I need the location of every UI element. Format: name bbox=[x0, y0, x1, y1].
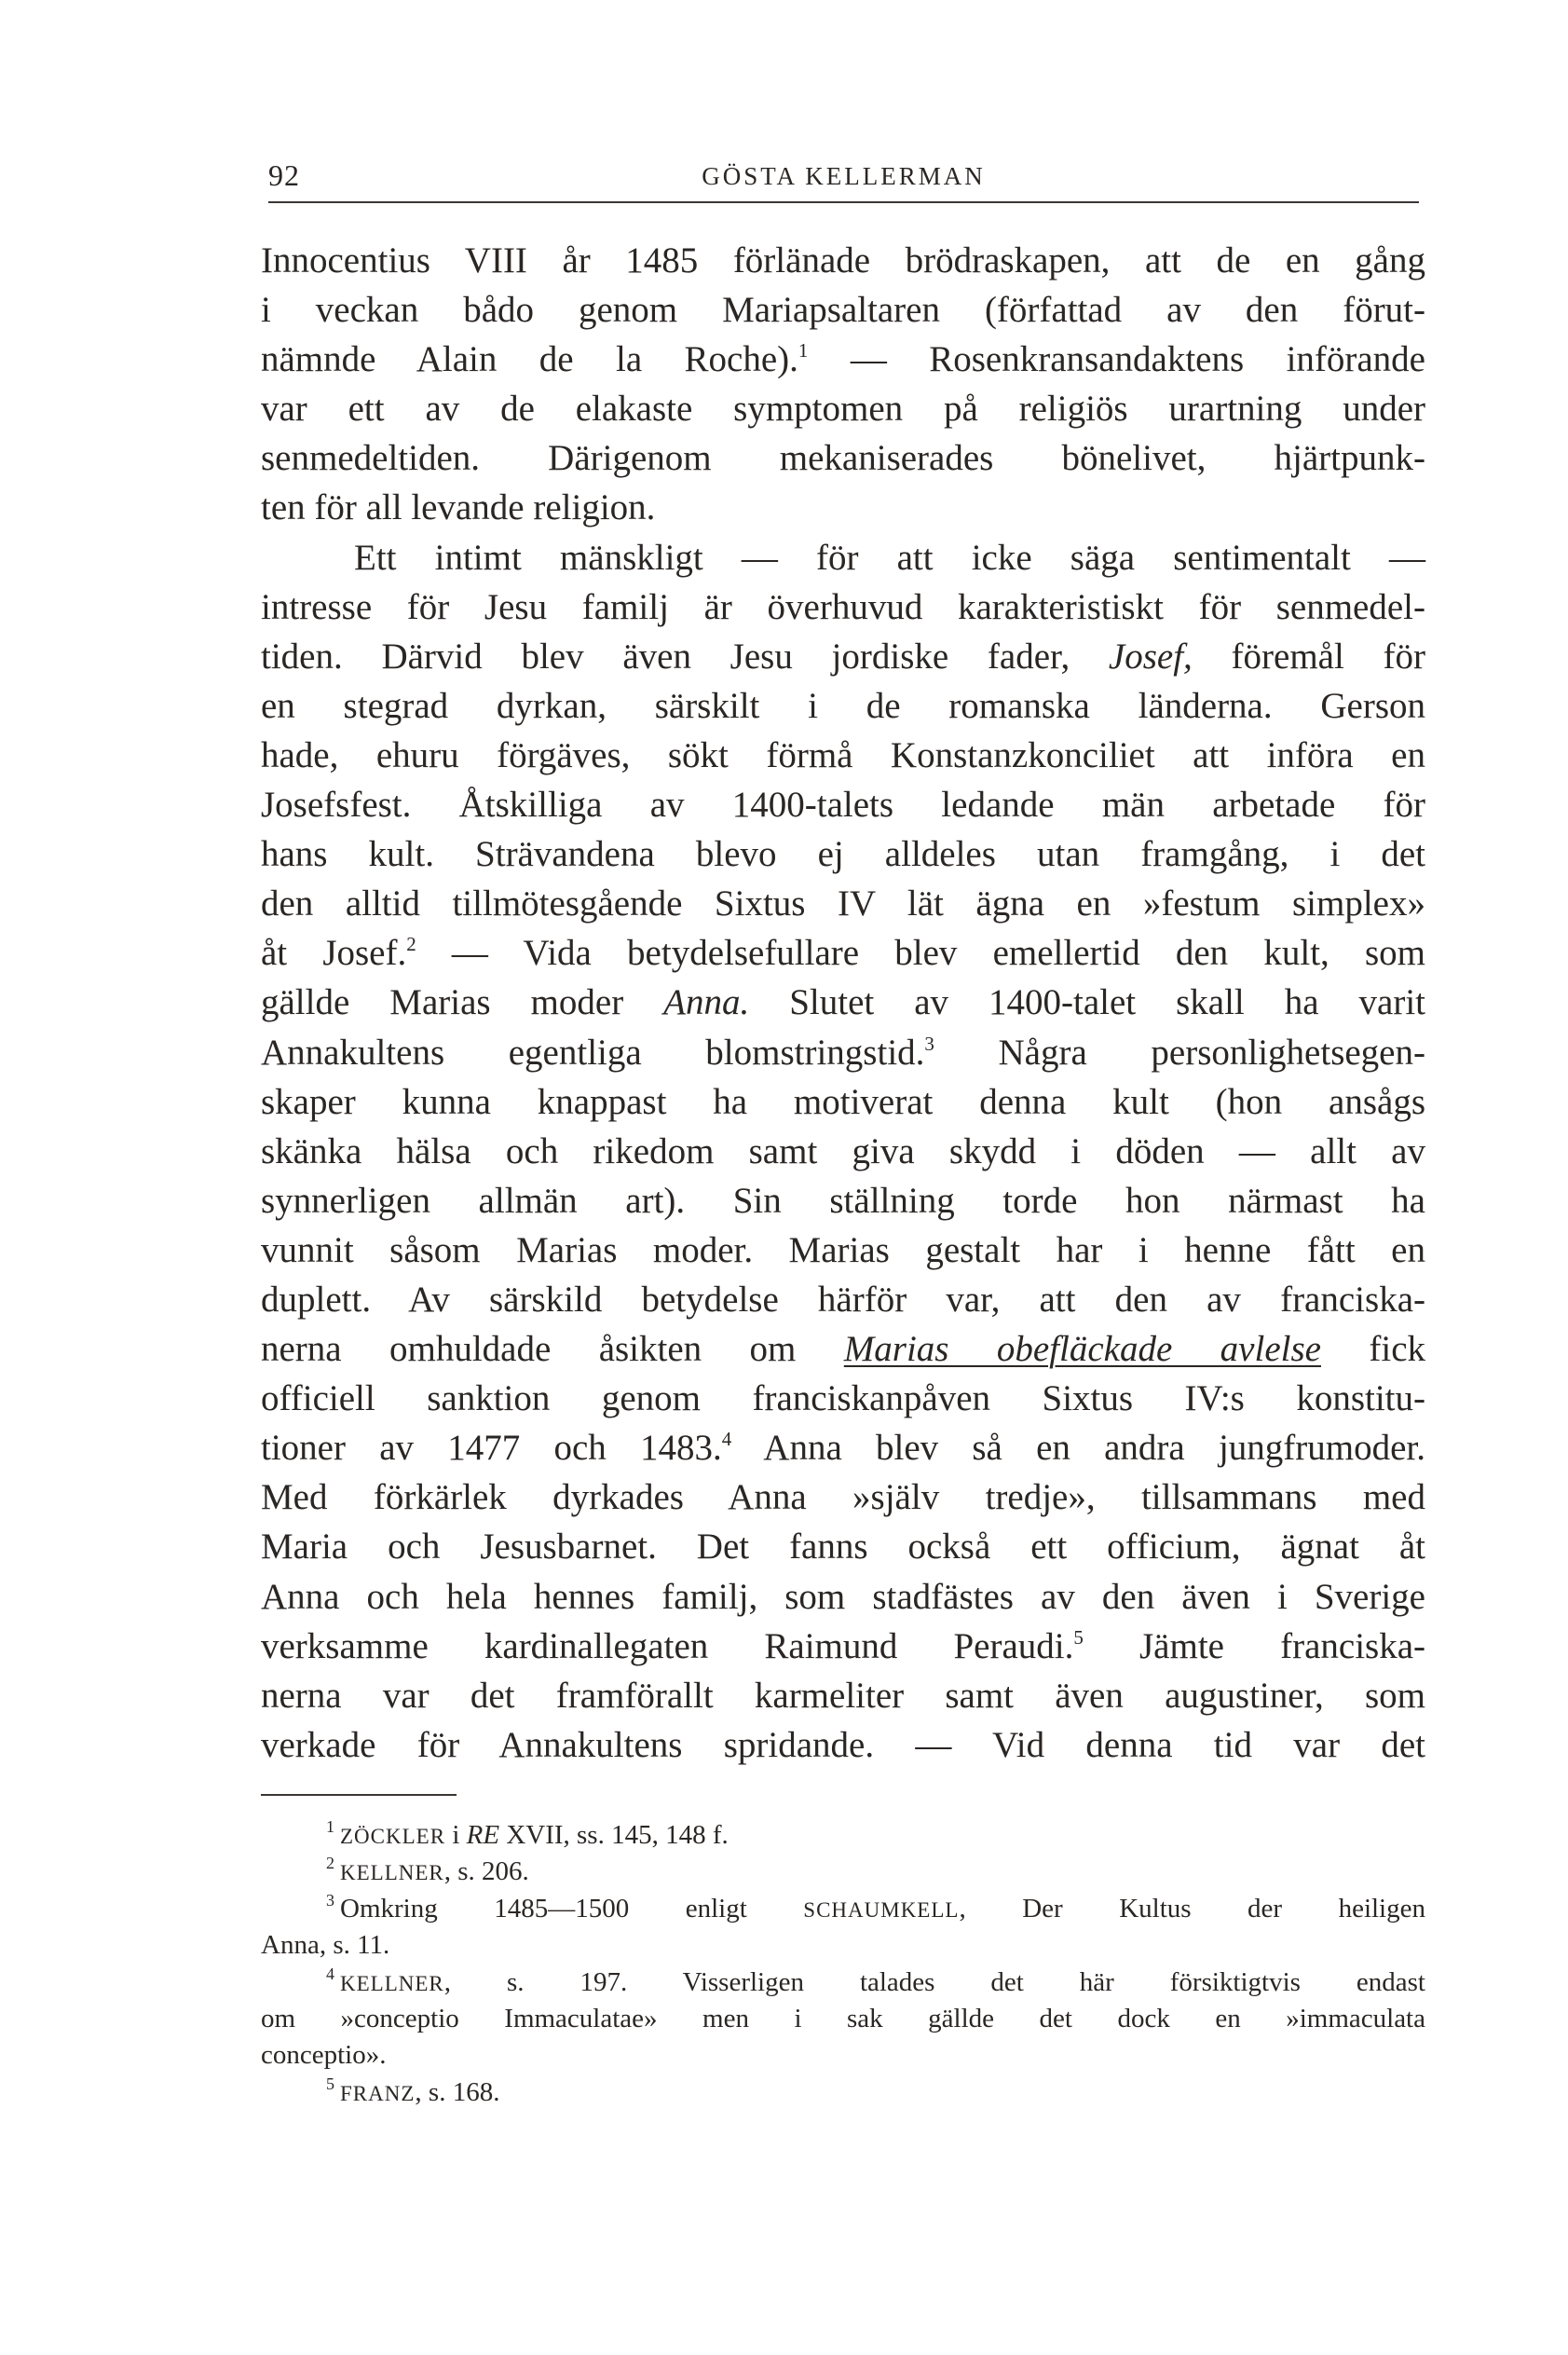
text-line: var ett av de elakaste symptomen på religiös urartning under bbox=[261, 389, 1425, 430]
text-line: i veckan bådo genom Mariapsaltaren (författad av den förut- bbox=[261, 290, 1425, 331]
text-span: verksamme kardinallegaten Raimund Peraudi. bbox=[261, 1625, 1074, 1666]
text-line: synnerligen allmän art). Sin ställning torde hon närmast ha bbox=[261, 1180, 1425, 1221]
text-line: senmedeltiden. Därigenom mekaniserades bönelivet, hjärtpunk- bbox=[261, 438, 1425, 479]
text-span: Jämte franciska- bbox=[1083, 1625, 1426, 1666]
footnote-ref: 1 bbox=[798, 339, 809, 363]
text-line: hans kult. Strävandena blevo ej alldeles utan framgång, i det bbox=[261, 834, 1425, 875]
footnote-divider bbox=[261, 1794, 457, 1796]
footnote-4-continued: conceptio». bbox=[261, 2040, 387, 2071]
footnote-text: , Der Kultus der heiligen bbox=[959, 1893, 1425, 1924]
text-line: officiell sanktion genom franciskanpåven Sixtus IV:s konstitu- bbox=[261, 1378, 1425, 1419]
footnote-text: i bbox=[445, 1820, 467, 1850]
text-span: gällde Marias moder bbox=[261, 982, 664, 1023]
footnote-number: 2 bbox=[326, 1854, 334, 1873]
footnote-ref: 5 bbox=[1073, 1625, 1084, 1649]
text-span: nerna omhuldade åsikten om bbox=[261, 1329, 844, 1370]
footnote-text: , s. 206. bbox=[443, 1856, 529, 1887]
text-span: åt Josef. bbox=[261, 933, 407, 974]
italic-name: Anna. bbox=[663, 982, 750, 1023]
footnote-author: FRANZ bbox=[340, 2081, 416, 2105]
page-number: 92 bbox=[268, 158, 300, 192]
text-span: Slutet av 1400-talet skall ha varit bbox=[749, 982, 1425, 1023]
footnote-number: 1 bbox=[326, 1817, 334, 1836]
running-title: GÖSTA KELLERMAN bbox=[702, 162, 986, 190]
text-span: — Vida betydelsefullare blev emellertid den kult, som bbox=[416, 933, 1425, 974]
text-line: skänka hälsa och rikedom samt giva skydd i döden — allt av bbox=[261, 1130, 1425, 1171]
footnote-3 bbox=[261, 1891, 1425, 1927]
text-line: verkade för Annakultens spridande. — Vid denna tid var det bbox=[261, 1724, 1425, 1765]
text-line: Anna och hela hennes familj, som stadfästes av den även i Sverige bbox=[261, 1576, 1425, 1617]
text-line: duplett. Av särskild betydelse härför var, att den av franciska- bbox=[261, 1279, 1425, 1320]
text-line bbox=[261, 1324, 1425, 1374]
text-line: Med förkärlek dyrkades Anna »själv tredje», tillsammans med bbox=[261, 1477, 1425, 1518]
footnote-author: SCHAUMKELL bbox=[803, 1897, 960, 1922]
footnote-5 bbox=[261, 2074, 1425, 2111]
text-line bbox=[261, 335, 1425, 384]
footnotes bbox=[261, 1817, 1425, 2111]
footnote-ref: 3 bbox=[924, 1032, 934, 1055]
text-span: fick bbox=[1320, 1329, 1425, 1370]
text-line bbox=[261, 1622, 1425, 1671]
paragraph-start-line: Ett intimt mänskligt — för att icke säga sentimentalt — bbox=[354, 537, 1425, 578]
text-span: tiden. Därvid blev även Jesu jordiske fader, bbox=[261, 636, 1109, 677]
text-span: Annakultens egentliga blomstringstid. bbox=[261, 1032, 925, 1073]
text-span: nämnde Alain de la Roche). bbox=[261, 339, 798, 380]
footnote-author: KELLNER bbox=[340, 1971, 444, 1995]
text-line: Josefsfest. Åtskilliga av 1400-talets ledande män arbetade för bbox=[261, 785, 1425, 826]
text-line: skaper kunna knappast ha motiverat denna kult (hon ansågs bbox=[261, 1081, 1425, 1122]
text-line bbox=[261, 1423, 1425, 1472]
footnote-4-continued: om »conceptio Immaculatae» men i sak gällde det dock en »immaculata bbox=[261, 2003, 1425, 2033]
italic-name: Josef, bbox=[1108, 636, 1193, 677]
footnote-author: KELLNER bbox=[340, 1861, 444, 1885]
text-line: vunnit såsom Marias moder. Marias gestalt har i henne fått en bbox=[261, 1229, 1425, 1270]
footnote-author: ZÖCKLER bbox=[340, 1825, 446, 1848]
footnote-4 bbox=[261, 1965, 1425, 2001]
footnote-number: 3 bbox=[326, 1890, 334, 1910]
italic-emphasis: Marias obefläckade avlelse bbox=[843, 1329, 1321, 1370]
footnote-number: 5 bbox=[326, 2074, 334, 2093]
text-span: föremål för bbox=[1192, 636, 1425, 677]
text-line bbox=[261, 1028, 1425, 1077]
text-span: tioner av 1477 och 1483. bbox=[261, 1428, 722, 1469]
footnote-text: XVII, ss. 145, 148 f. bbox=[499, 1820, 729, 1850]
footnote-3-continued: Anna, s. 11. bbox=[261, 1930, 390, 1961]
text-line bbox=[261, 928, 1425, 978]
running-head bbox=[268, 149, 1419, 203]
footnote-italic: RE bbox=[466, 1820, 500, 1850]
text-line bbox=[261, 978, 1425, 1027]
footnote-text: , s. 168. bbox=[415, 2076, 500, 2107]
text-line: den alltid tillmötesgående Sixtus IV lät ägna en »festum simplex» bbox=[261, 883, 1425, 924]
text-line: nerna var det framförallt karmeliter samt även augustiner, som bbox=[261, 1675, 1425, 1716]
paragraph-end-line: ten för all levande religion. bbox=[261, 487, 656, 528]
text-span: Några personlighetsegen- bbox=[934, 1032, 1425, 1073]
text-span: — Rosenkransandaktens införande bbox=[808, 339, 1425, 380]
body-text bbox=[261, 236, 1425, 1770]
footnote-2 bbox=[261, 1854, 1425, 1890]
footnote-number: 4 bbox=[326, 1964, 334, 1983]
footnote-ref: 4 bbox=[721, 1428, 732, 1451]
text-line: Maria och Jesusbarnet. Det fanns också ett officium, ägnat åt bbox=[261, 1527, 1425, 1568]
footnote-text: Omkring 1485—1500 enligt bbox=[340, 1893, 804, 1924]
text-line: en stegrad dyrkan, särskilt i de romanska länderna. Gerson bbox=[261, 685, 1425, 726]
footnote-1 bbox=[261, 1817, 1425, 1854]
text-line: Innocentius VIII år 1485 förlänade brödraskapen, att de en gång bbox=[261, 240, 1425, 281]
text-span: Anna blev så en andra jungfrumoder. bbox=[731, 1428, 1425, 1469]
footnote-ref: 2 bbox=[406, 933, 416, 956]
text-line bbox=[261, 632, 1425, 681]
text-line: hade, ehuru förgäves, sökt förmå Konstanzkonciliet att införa en bbox=[261, 734, 1425, 775]
text-line: intresse för Jesu familj är överhuvud karakteristiskt för senmedel- bbox=[261, 586, 1425, 627]
footnote-text: , s. 197. Visserligen talades det här försiktigtvis endast bbox=[443, 1966, 1425, 1997]
